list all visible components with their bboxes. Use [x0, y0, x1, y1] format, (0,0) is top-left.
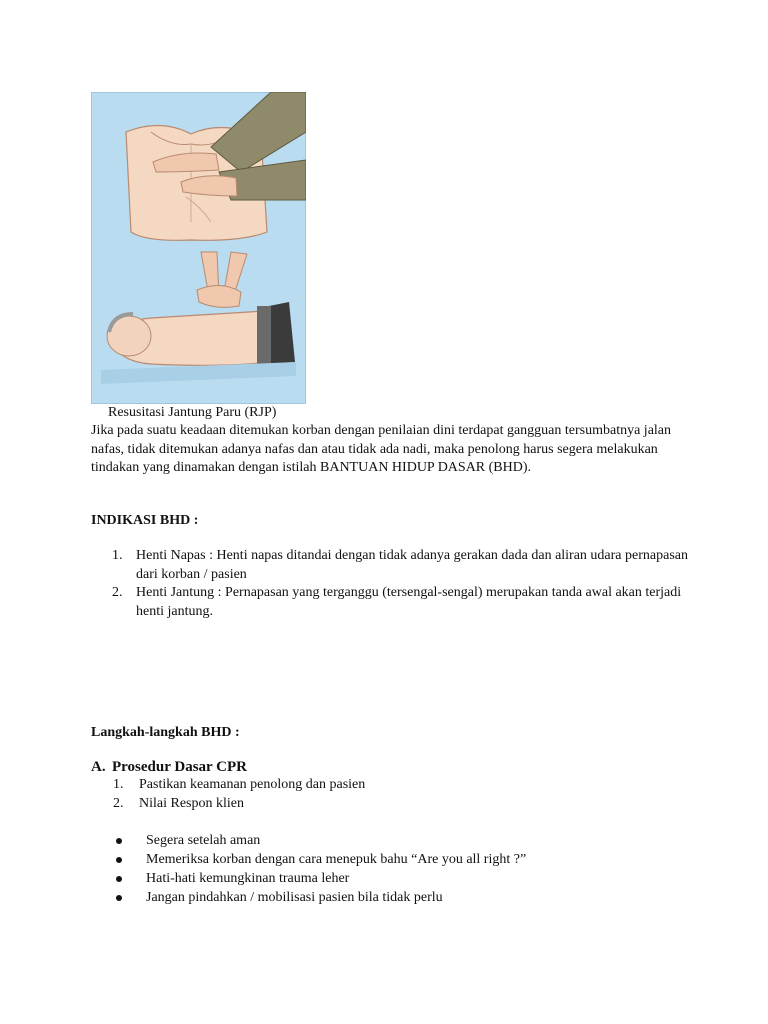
list-item	[91, 584, 696, 621]
bullet-icon	[116, 838, 122, 844]
section-a-heading	[91, 758, 247, 776]
list-item-number: 2.	[112, 585, 123, 600]
section-a-title: Prosedur Dasar CPR	[112, 759, 247, 775]
list-item	[91, 795, 365, 814]
figure-caption: Resusitasi Jantung Paru (RJP)	[108, 405, 277, 420]
intro-paragraph: Jika pada suatu keadaan ditemukan korban dengan penilaian dini terdapat gangguan tersumbatnya jalan nafas, tidak ditemukan adanya nafas dan atau tidak ada nadi, maka penolong harus segera melakukan tindakan yang dinamakan dengan istilah BANTUAN HIDUP DASAR (BHD).	[91, 423, 672, 475]
bullet-text: Segera setelah aman	[146, 833, 261, 848]
bullet-icon	[116, 857, 122, 863]
list-item-number: 1.	[112, 548, 123, 563]
list-item	[91, 776, 365, 795]
bullet-item	[91, 888, 526, 907]
indikasi-heading: INDIKASI BHD :	[91, 513, 199, 528]
bullet-icon	[116, 876, 122, 882]
indikasi-list	[91, 547, 696, 621]
response-bullets-list	[91, 831, 526, 907]
list-item-number: 1.	[113, 777, 124, 792]
list-item-text: Nilai Respon klien	[139, 795, 244, 811]
bullet-item	[91, 831, 526, 850]
bullet-text: Memeriksa korban dengan cara menepuk bahu “Are you all right ?”	[146, 852, 527, 867]
bullet-item	[91, 869, 526, 888]
list-item-text: Henti Jantung : Pernapasan yang terganggu (tersengal-sengal) merupakan tanda awal akan terjadi henti jantung.	[136, 585, 682, 619]
bullet-text: Hati-hati kemungkinan trauma leher	[146, 871, 350, 886]
bullet-text: Jangan pindahkan / mobilisasi pasien bila tidak perlu	[146, 890, 443, 905]
list-item-text: Henti Napas : Henti napas ditandai dengan tidak adanya gerakan dada dan aliran udara pernapasan dari korban / pasien	[136, 548, 688, 582]
cpr-steps-list	[91, 776, 365, 813]
bullet-item	[91, 850, 526, 869]
bullet-icon	[116, 895, 122, 901]
list-item-number: 2.	[113, 795, 124, 811]
cpr-illustration	[91, 92, 306, 404]
list-item	[91, 547, 696, 584]
list-item-text: Pastikan keamanan penolong dan pasien	[139, 777, 366, 792]
section-a-letter: A.	[91, 759, 106, 775]
langkah-heading: Langkah-langkah BHD :	[91, 725, 240, 740]
